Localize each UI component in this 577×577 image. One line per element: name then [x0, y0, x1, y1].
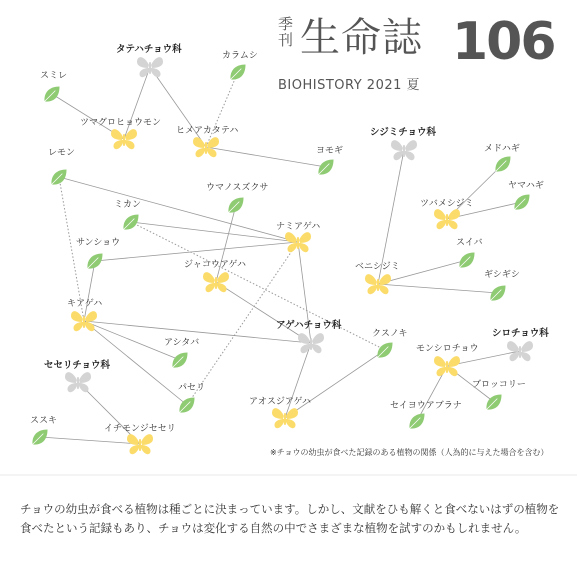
family-label-shiro: シロチョウ科	[492, 328, 549, 339]
leaf-icon-node-seiyouaburana	[409, 414, 424, 429]
leaf-icon-node-yamahagi	[514, 195, 529, 210]
butterfly-icon-node-namiageha	[285, 232, 311, 252]
plant-label-burokkori: ブロッコリー	[472, 380, 526, 390]
caption: チョウの幼虫が食べる植物は種ごとに決まっています。しかし、文献をひも解くと食べないはずの植物を食べたという記録もあり、チョウは変化する自然の中でさまざまな植物を試すのかもしれません。	[20, 502, 560, 535]
edge-tateha-tsumaguro	[124, 67, 150, 139]
footnote: ※チョウの幼虫が食べた記録のある植物の関係（人為的に与えた場合を含む）	[270, 448, 549, 457]
leaf-icon-node-sumire	[44, 87, 59, 102]
divider	[0, 474, 577, 476]
leaf-icon-node-umanosuzukusa	[228, 198, 243, 213]
plant-label-ashitaba: アシタバ	[164, 338, 200, 348]
butterfly-label-benishijimi: ベニシジミ	[355, 262, 400, 272]
title-kanji-small: 季刊	[278, 15, 294, 49]
leaf-icon-node-ashitaba	[172, 353, 187, 368]
edge-mikan-kusunoki	[131, 222, 385, 350]
family-butterfly-icon-node-ageha	[298, 333, 324, 353]
family-label-tateha: タテハチョウ科	[116, 44, 182, 55]
plant-label-yamahagi: ヤマハギ	[508, 181, 544, 191]
leaf-icon-node-suiba	[459, 253, 474, 268]
leaf-icon-node-medohagi	[495, 157, 510, 172]
butterfly-label-tsumaguro: ツマグロヒョウモン	[80, 118, 162, 128]
butterfly-icon-node-aosuji	[272, 408, 298, 428]
edge-aosuji-kusunoki	[285, 350, 385, 418]
butterfly-label-kiageha: キアゲハ	[67, 299, 103, 309]
edge-umanosuzukusa-jakou	[216, 205, 236, 282]
leaf-icon-node-yomogi	[318, 160, 333, 175]
plant-label-seiyouaburana: セイヨウアブラナ	[390, 401, 462, 411]
butterfly-icon-node-kiageha	[71, 311, 97, 331]
family-butterfly-icon-node-shiro	[507, 341, 533, 361]
leaf-icon-node-sanshou	[87, 254, 102, 269]
family-butterfly-icon-node-seseri	[65, 372, 91, 392]
edge-benishijimi-gishigishi	[378, 284, 498, 293]
leaf-icon-node-kusunoki	[377, 343, 392, 358]
butterfly-icon-node-jakou	[203, 272, 229, 292]
plant-label-mikan: ミカン	[114, 200, 142, 210]
butterfly-icon-node-monshiro	[434, 356, 460, 376]
node-layer	[32, 57, 533, 454]
butterfly-label-jakou: ジャコウアゲハ	[184, 260, 247, 270]
title-subtitle: BIOHISTORY 2021 夏	[278, 78, 421, 93]
leaf-icon-node-gishigishi	[490, 286, 505, 301]
edge-sanshou-namiageha	[95, 242, 298, 261]
plant-label-paseri: パセリ	[178, 383, 206, 393]
butterfly-icon-node-ichimonji	[127, 434, 153, 454]
plant-label-sumire: スミレ	[40, 71, 68, 81]
butterfly-label-ichimonji: イチモンジセセリ	[104, 424, 176, 434]
leaf-icon-node-remon	[51, 170, 66, 185]
title-kanji-large: 生命誌	[300, 15, 423, 61]
plant-label-medohagi: メドハギ	[484, 144, 520, 154]
plant-label-umanosuzukusa: ウマノスズクサ	[206, 183, 269, 193]
leaf-icon-node-susuki	[32, 430, 47, 445]
plant-label-remon: レモン	[48, 148, 76, 158]
leaf-icon-node-mikan	[123, 215, 138, 230]
plant-label-sanshou: サンショウ	[76, 238, 121, 248]
family-butterfly-icon-node-tateha	[137, 57, 163, 77]
plant-label-karamushi: カラムシ	[222, 51, 258, 61]
edge-jakou-ageha	[216, 282, 311, 343]
butterfly-label-tsubame: ツバメシジミ	[420, 199, 474, 209]
edge-mikan-namiageha	[131, 222, 298, 242]
edge-susuki-ichimonji	[40, 437, 140, 444]
family-butterfly-icon-node-shijimi	[391, 140, 417, 160]
butterfly-label-monshiro: モンシロチョウ	[416, 344, 479, 354]
family-label-ageha: アゲハチョウ科	[276, 320, 342, 331]
butterfly-icon-node-himeaka	[193, 137, 219, 157]
butterfly-label-aosuji: アオスジアゲハ	[249, 397, 312, 407]
butterfly-icon-node-tsumaguro	[111, 129, 137, 149]
family-label-seseri: セセリチョウ科	[44, 360, 111, 371]
butterfly-icon-node-tsubame	[434, 209, 460, 229]
leaf-icon-node-karamushi	[230, 65, 245, 80]
plant-label-susuki: ススキ	[30, 416, 58, 426]
butterfly-label-namiageha: ナミアゲハ	[276, 222, 321, 232]
plant-label-kusunoki: クスノキ	[372, 329, 408, 339]
plant-label-yomogi: ヨモギ	[316, 146, 344, 156]
plant-label-suiba: スイバ	[456, 238, 483, 248]
butterfly-label-himeaka: ヒメアカタテハ	[176, 126, 239, 136]
leaf-icon-node-paseri	[179, 398, 194, 413]
edge-himeaka-yomogi	[206, 147, 326, 167]
plant-label-gishigishi: ギシギシ	[484, 270, 520, 280]
butterfly-icon-node-benishijimi	[365, 274, 391, 294]
issue-number: 106	[452, 12, 555, 72]
family-label-shijimi: シジミチョウ科	[370, 127, 436, 138]
leaf-icon-node-burokkori	[486, 395, 501, 410]
